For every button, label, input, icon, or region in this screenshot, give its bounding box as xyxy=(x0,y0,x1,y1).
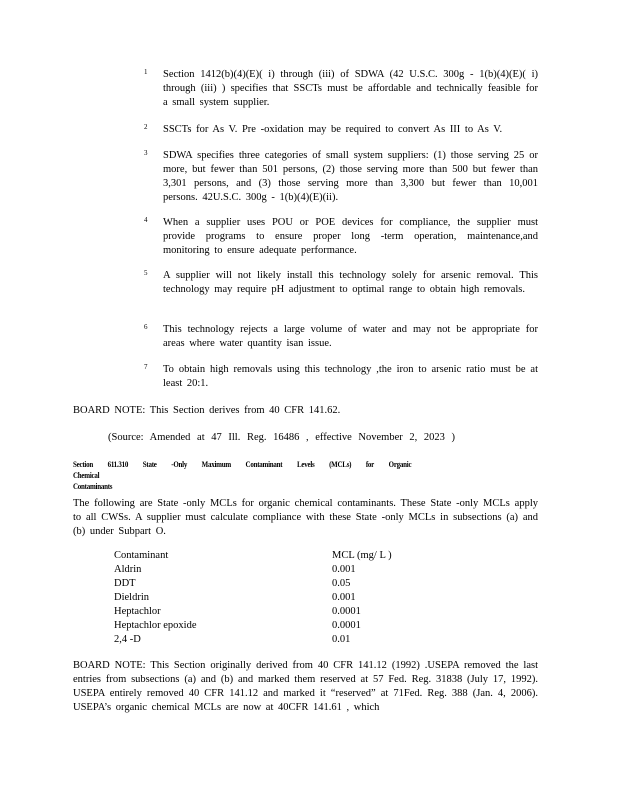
heading-continuation: Contaminants xyxy=(73,481,113,491)
heading-word: Chemical xyxy=(73,470,100,480)
contaminant-cell: DDT xyxy=(114,578,136,589)
table-row xyxy=(114,619,414,633)
heading-word: Maximum xyxy=(201,459,231,469)
footnote-number: 4 xyxy=(144,216,148,224)
mcl-cell: 0.01 xyxy=(332,634,351,645)
mcl-cell: 0.0001 xyxy=(332,606,361,617)
mcl-header: MCL (mg/ L ) xyxy=(332,550,392,561)
contaminant-cell: Heptachlor xyxy=(114,606,161,617)
source-note: (Source: Amended at 47 Ill. Reg. 16486 , effective November 2, 2023 ) xyxy=(108,432,455,443)
footnote-text: A supplier will not likely install this technology solely for arsenic removal. This technology may require pH adjustment to optimal range to obtain high removals. xyxy=(163,270,538,295)
heading-word: Contaminant xyxy=(245,459,283,469)
footnote-text: SDWA specifies three categories of small system suppliers: (1) those serving 25 or more, but fewer than 501 persons, (2) those serving more than 500 but fewer than 3,301 persons, and (3) those serving more than 3,300 but fewer than 10,001 persons. 42U.S.C. 300g - 1(b)(4)(E)(ii). xyxy=(163,150,538,203)
footnote-text: To obtain high removals using this technology ,the iron to arsenic ratio must be at least 20:1. xyxy=(163,364,538,389)
footnote-number: 7 xyxy=(144,363,148,371)
mcl-cell: 0.0001 xyxy=(332,620,361,631)
table-row xyxy=(114,577,414,591)
heading-word: Organic xyxy=(388,459,412,469)
mcl-table xyxy=(114,549,414,647)
contaminant-cell: Aldrin xyxy=(114,564,142,575)
board-note: BOARD NOTE: This Section derives from 40 CFR 141.62. xyxy=(73,405,341,416)
footnote-number: 2 xyxy=(144,123,148,131)
contaminant-header: Contaminant xyxy=(114,550,169,561)
contaminant-cell: Heptachlor epoxide xyxy=(114,620,197,631)
heading-word: for xyxy=(365,459,375,469)
board-note: BOARD NOTE: This Section originally derived from 40 CFR 141.12 (1992) .USEPA removed the last entries from subsections (a) and (b) and marked them reserved at 57 Fed. Reg. 31838 (July 17, 1992). USEPA entirely removed 40 CFR 141.12 and marked it “reserved” at 71Fed. Reg. 388 (Jan. 4, 2006). USEPA’s organic chemical MCLs are now at 40CFR 141.61 , which xyxy=(73,660,538,713)
table-header-row xyxy=(114,549,414,563)
mcl-cell: 0.05 xyxy=(332,578,351,589)
footnote-text: SSCTs for As V. Pre -oxidation may be required to convert As III to As V. xyxy=(163,124,503,135)
contaminant-cell: Dieldrin xyxy=(114,592,149,603)
mcl-cell: 0.001 xyxy=(332,564,356,575)
mcl-cell: 0.001 xyxy=(332,592,356,603)
heading-word: (MCLs) xyxy=(329,459,352,469)
section-heading xyxy=(73,459,454,492)
heading-word: -Only xyxy=(171,459,188,469)
footnote-number: 6 xyxy=(144,323,148,331)
table-row xyxy=(114,633,414,647)
table-row xyxy=(114,605,414,619)
contaminant-cell: 2,4 -D xyxy=(114,634,141,645)
table-row xyxy=(114,591,414,605)
footnote-number: 3 xyxy=(144,149,148,157)
footnote-text: Section 1412(b)(4)(E)( i) through (iii) of SDWA (42 U.S.C. 300g - 1(b)(4)(E)( i) through (iii) ) specifies that SSCTs must be affordable and technically feasible for a small system supplier. xyxy=(163,69,538,108)
heading-word: 611.310 xyxy=(107,459,129,469)
table-row xyxy=(114,563,414,577)
footnote-text: This technology rejects a large volume of water and may not be appropriate for areas where water quantity isan issue. xyxy=(163,324,538,349)
footnote-text: When a supplier uses POU or POE devices for compliance, the supplier must provide programs to ensure proper long -term operation, maintenance,and monitoring to ensure adequate performance. xyxy=(163,217,538,256)
footnote-number: 1 xyxy=(144,68,148,76)
heading-word: Section xyxy=(73,459,93,469)
heading-word: State xyxy=(142,459,157,469)
heading-word: Levels xyxy=(296,459,315,469)
intro-paragraph: The following are State -only MCLs for organic chemical contaminants. These State -only MCLs apply to all CWSs. A supplier must calculate compliance with these State -only MCLs in subsections (a) and (b) under Subpart O. xyxy=(73,498,538,537)
footnote-number: 5 xyxy=(144,269,148,277)
